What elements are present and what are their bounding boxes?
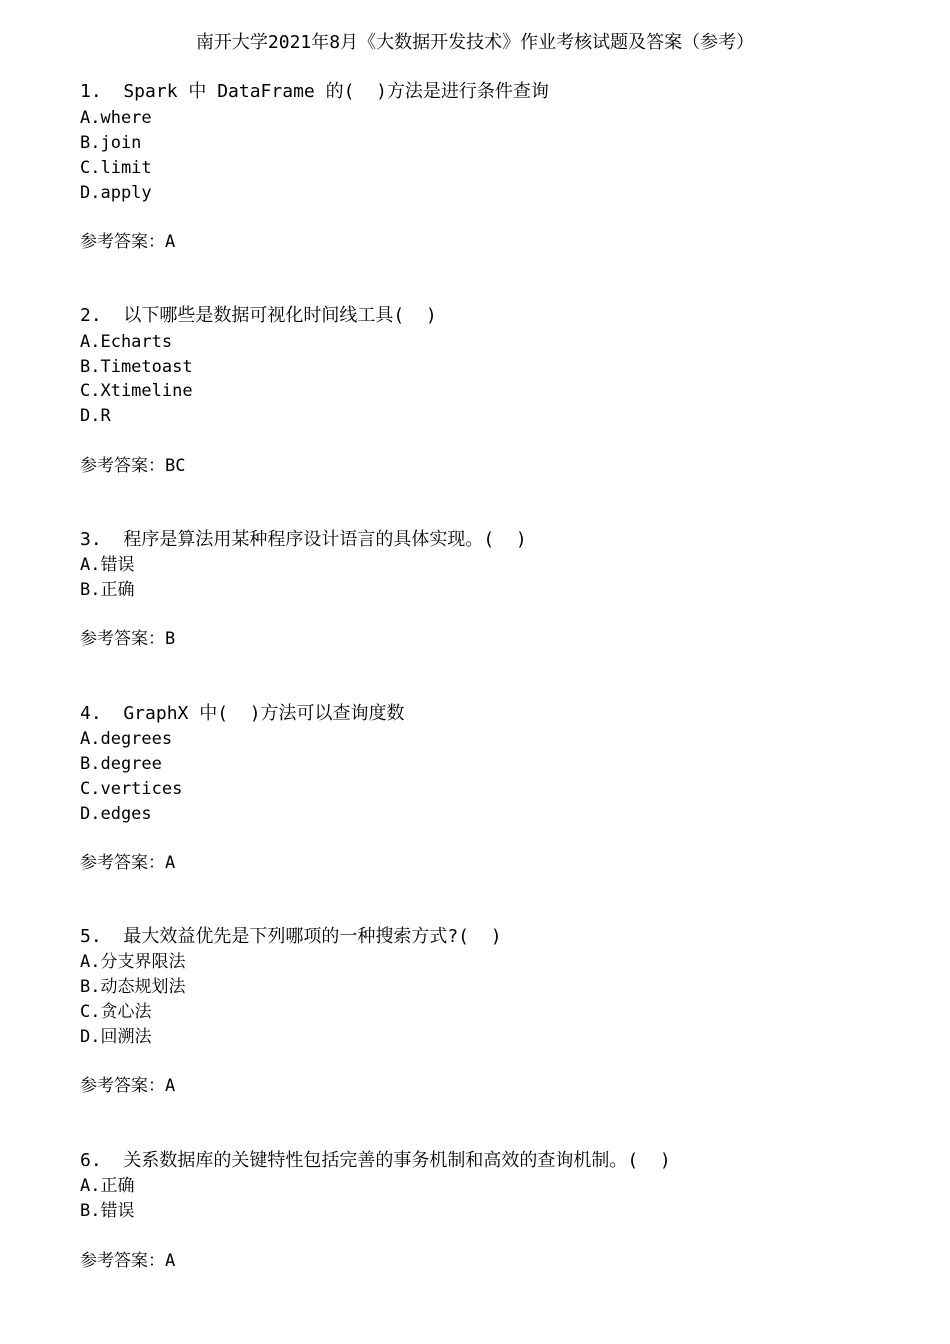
question-6-text: 6. 关系数据库的关键特性包括完善的事务机制和高效的查询机制。( ) xyxy=(80,1150,671,1171)
question-4-answer: 参考答案：A xyxy=(80,853,176,873)
question-1-answer: 参考答案：A xyxy=(80,232,176,252)
question-1-option-c: C.limit xyxy=(80,158,152,178)
question-5-option-d: D.回溯法 xyxy=(80,1027,152,1047)
question-1-text: 1. Spark 中 DataFrame 的( )方法是进行条件查询 xyxy=(80,81,549,102)
question-3-option-a: A.错误 xyxy=(80,555,135,575)
question-1-option-b: B.join xyxy=(80,133,142,153)
question-4-option-a: A.degrees xyxy=(80,729,173,749)
question-6-option-a: A.正确 xyxy=(80,1176,135,1196)
question-3-text: 3. 程序是算法用某种程序设计语言的具体实现。( ) xyxy=(80,529,527,550)
question-2-option-d: D.R xyxy=(80,406,111,426)
question-5-text: 5. 最大效益优先是下列哪项的一种搜索方式?( ) xyxy=(80,926,502,947)
question-5-option-a: A.分支界限法 xyxy=(80,952,186,972)
question-4-option-b: B.degree xyxy=(80,754,162,774)
question-1-option-d: D.apply xyxy=(80,183,152,203)
question-2-option-a: A.Echarts xyxy=(80,332,173,352)
question-3-option-b: B.正确 xyxy=(80,580,135,600)
question-2-text: 2. 以下哪些是数据可视化时间线工具( ) xyxy=(80,305,437,326)
question-4-option-c: C.vertices xyxy=(80,779,183,799)
question-4-text: 4. GraphX 中( )方法可以查询度数 xyxy=(80,703,405,724)
question-6-answer: 参考答案：A xyxy=(80,1251,176,1271)
question-4-option-d: D.edges xyxy=(80,804,152,824)
question-2-option-b: B.Timetoast xyxy=(80,357,193,377)
question-2-answer: 参考答案：BC xyxy=(80,456,186,476)
question-5-answer: 参考答案：A xyxy=(80,1076,176,1096)
question-5-option-c: C.贪心法 xyxy=(80,1002,152,1022)
page-title: 南开大学2021年8月《大数据开发技术》作业考核试题及答案（参考） xyxy=(195,32,755,53)
question-6-option-b: B.错误 xyxy=(80,1201,135,1221)
question-2-option-c: C.Xtimeline xyxy=(80,381,193,401)
question-1-option-a: A.where xyxy=(80,108,152,128)
question-3-answer: 参考答案：B xyxy=(80,629,176,649)
question-5-option-b: B.动态规划法 xyxy=(80,977,186,997)
